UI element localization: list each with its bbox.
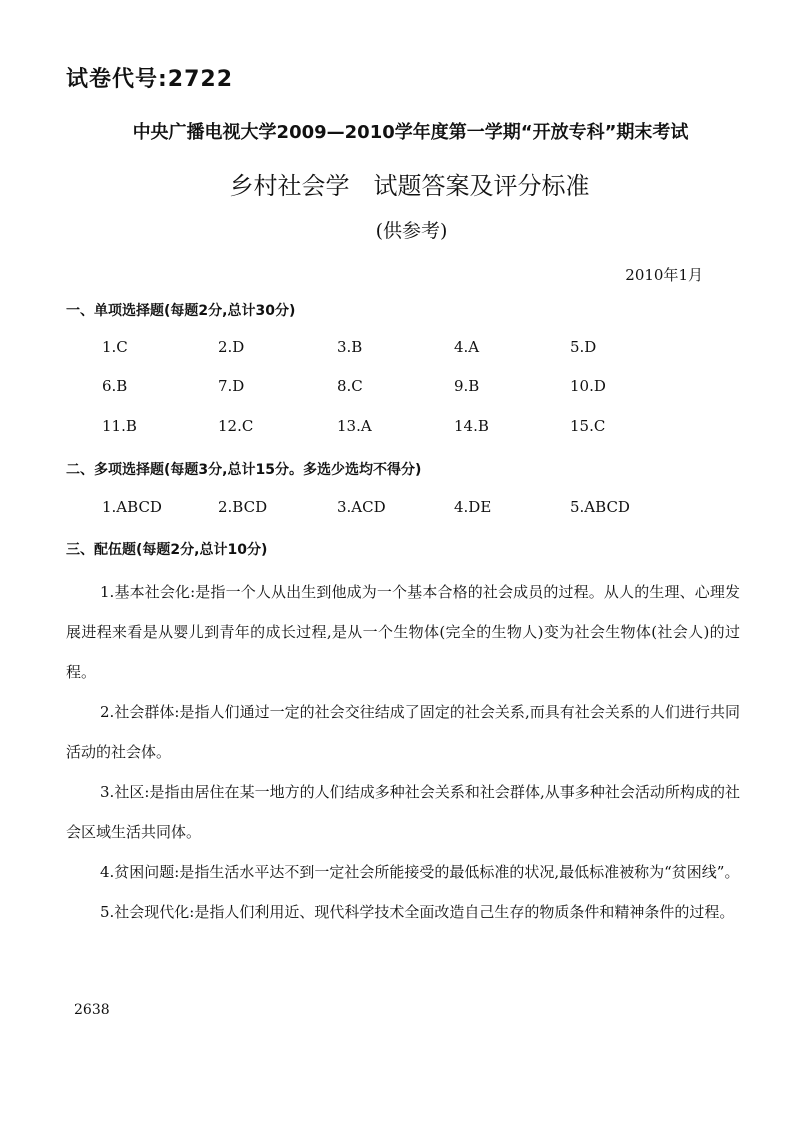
definition-paragraph: 5.社会现代化:是指人们利用近、现代科学技术全面改造自己生存的物质条件和精神条件的过程。: [100, 903, 735, 921]
reference-note: (供参考): [375, 220, 448, 242]
answer-item: 3.B: [337, 338, 363, 356]
answer-item: 10.D: [570, 377, 606, 395]
section-heading-single-choice: 一、单项选择题(每题2分,总计30分): [66, 303, 296, 319]
answer-item: 13.A: [337, 417, 372, 435]
answer-item: 15.C: [570, 417, 606, 435]
definition-paragraph: 4.贫困问题:是指生活水平达不到一定社会所能接受的最低标准的状况,最低标准被称为“贫困线”。: [100, 863, 740, 881]
answer-item: 3.ACD: [337, 498, 386, 516]
definition-list: [66, 572, 740, 932]
definition-paragraph: 3.社区:是指由居住在某一地方的人们结成多种社会关系和社会群体,从事多种社会活动所构成的社会区域生活共同体。: [66, 783, 740, 841]
answer-item: 2.D: [218, 338, 245, 356]
answer-item: 8.C: [337, 377, 363, 395]
definition-paragraph: 2.社会群体:是指人们通过一定的社会交往结成了固定的社会关系,而具有社会关系的人们进行共同活动的社会体。: [66, 703, 740, 761]
answer-item: 9.B: [454, 377, 480, 395]
answer-item: 5.D: [570, 338, 597, 356]
answer-item: 12.C: [218, 417, 254, 435]
answer-item: 4.A: [454, 338, 480, 356]
subject-title: 乡村社会学 试题答案及评分标准: [229, 172, 590, 200]
answer-item: 1.ABCD: [102, 498, 162, 516]
definition-paragraph: 1.基本社会化:是指一个人从出生到他成为一个基本合格的社会成员的过程。从人的生理、心理发展进程来看是从婴儿到青年的成长过程,是从一个生物体(完全的生物人)变为社会生物体(社会人)的过程。: [66, 583, 740, 681]
answer-item: 5.ABCD: [570, 498, 630, 516]
answer-item: 7.D: [218, 377, 245, 395]
exam-date: 2010年1月: [625, 266, 703, 284]
answer-item: 6.B: [102, 377, 128, 395]
answer-item: 2.BCD: [218, 498, 268, 516]
section-heading-multiple-choice: 二、多项选择题(每题3分,总计15分。多选少选均不得分): [66, 462, 422, 478]
answer-item: 1.C: [102, 338, 128, 356]
answer-item: 4.DE: [454, 498, 492, 516]
answer-item: 11.B: [102, 417, 137, 435]
page-number: 2638: [74, 1002, 110, 1018]
exam-title: 中央广播电视大学2009—2010学年度第一学期“开放专科”期末考试: [132, 122, 689, 143]
section-heading-matching: 三、配伍题(每题2分,总计10分): [66, 542, 268, 558]
answer-item: 14.B: [454, 417, 489, 435]
paper-code: 试卷代号:2722: [66, 67, 234, 92]
